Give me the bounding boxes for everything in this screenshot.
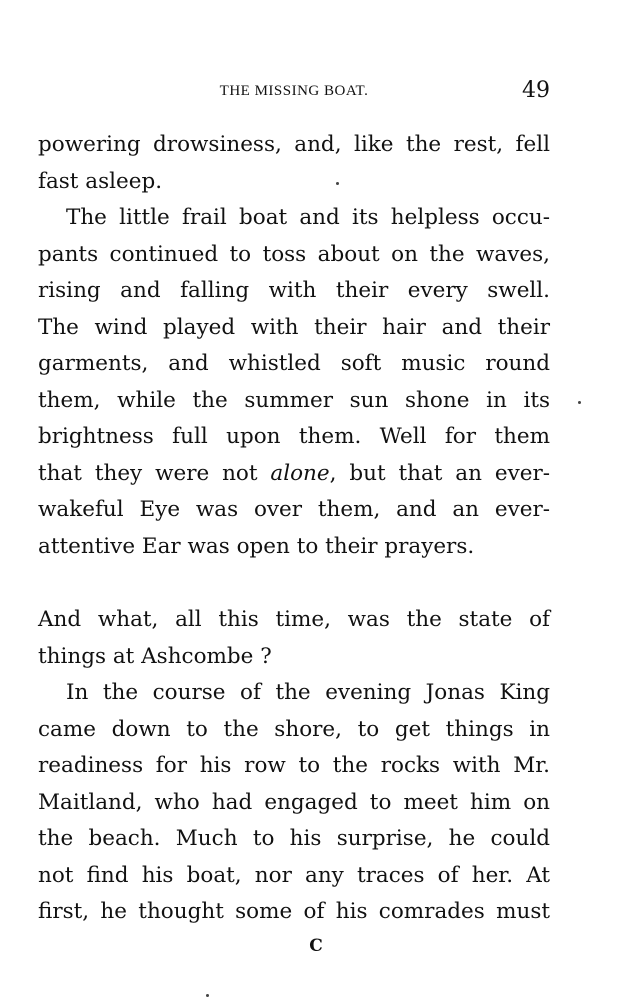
page-number: 49 xyxy=(522,78,550,103)
scan-speck xyxy=(578,401,581,404)
paragraph xyxy=(38,677,550,933)
scan-speck xyxy=(206,994,209,997)
text-line: rising and falling with their every swell. xyxy=(38,278,550,303)
text-line: brightness full upon them. Well for them xyxy=(38,424,550,449)
text-line: powering drowsiness, and, like the rest, fell xyxy=(38,132,550,157)
emphasized-word: alone xyxy=(270,460,330,486)
paragraph xyxy=(38,202,550,567)
text-line: wakeful Eye was over them, and an ever- xyxy=(38,497,550,522)
paragraph-continuation xyxy=(38,129,550,202)
signature-mark: C xyxy=(309,936,323,956)
text-line: the beach. Much to his surprise, he could xyxy=(38,826,550,851)
text-line: came down to the shore, to get things in xyxy=(38,716,550,742)
body-text xyxy=(38,129,550,933)
line-end: , but that an ever- xyxy=(329,460,550,486)
text-line: first, he thought some of his comrades must xyxy=(38,899,550,924)
text-line: attentive Ear was open to their prayers. xyxy=(38,533,475,559)
text-line: garments, and whistled soft music round xyxy=(38,351,550,376)
text-line: things at Ashcombe ? xyxy=(38,643,272,669)
text-line: fast asleep. xyxy=(38,168,163,194)
text-line: The little frail boat and its helpless occu- xyxy=(66,205,550,230)
text-line: Maitland, who had engaged to meet him on xyxy=(38,789,550,815)
text-line: And what, all this time, was the state of xyxy=(38,607,550,632)
running-head xyxy=(38,78,550,104)
text-line-with-emphasis xyxy=(38,458,550,495)
text-line: In the course of the evening Jonas King xyxy=(66,680,550,705)
running-title: THE MISSING BOAT. xyxy=(219,83,369,99)
text-line: not find his boat, nor any traces of her. At xyxy=(38,862,550,888)
section-break xyxy=(38,567,550,604)
text-line: them, while the summer sun shone in its xyxy=(38,387,550,413)
scan-speck xyxy=(336,182,339,185)
text-line: pants continued to toss about on the waves, xyxy=(38,241,550,267)
text-line: readiness for his row to the rocks with Mr. xyxy=(38,753,550,778)
paragraph xyxy=(38,604,550,677)
line-start: that they were not xyxy=(38,460,271,486)
text-line: The wind played with their hair and their xyxy=(38,314,550,340)
